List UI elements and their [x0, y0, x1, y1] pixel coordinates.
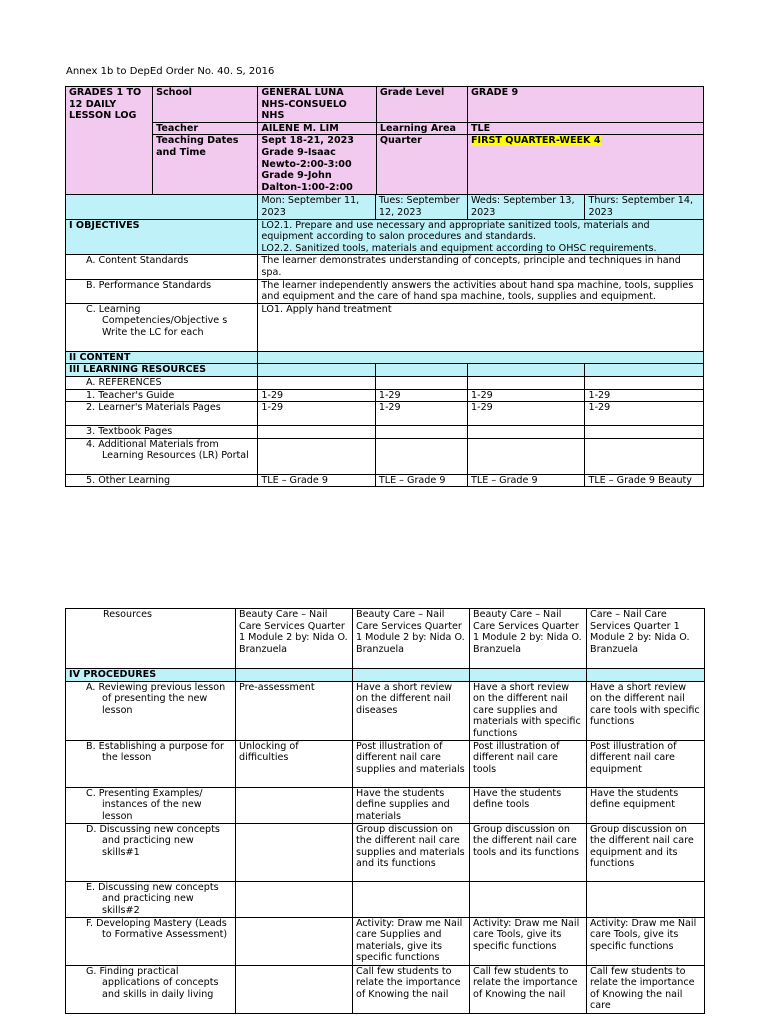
learning-area-value: TLE	[468, 122, 704, 135]
procedure-e-label: E. Discussing new concepts and practicing new skills#2	[66, 881, 236, 917]
other-learning-thu: TLE – Grade 9 Beauty	[585, 474, 704, 487]
resources-continued-tue: Beauty Care – Nail Care Services Quarter 1 Module 2 by: Nida O. Branzuela	[353, 609, 470, 669]
teaching-dates-value	[258, 135, 376, 195]
procedure-f-wed: Activity: Draw me Nail care Tools, give its specific functions	[470, 917, 587, 965]
procedure-f-tue: Activity: Draw me Nail care Supplies and materials, give its specific functions	[353, 917, 470, 965]
learners-materials-tue: 1-29	[375, 402, 467, 426]
additional-materials-label: 4. Additional Materials from Learning Resources (LR) Portal	[66, 438, 258, 474]
performance-standards-text: The learner independently answers the activities about hand spa machine, tools, supplies and equipment and the care of hand spa machine, tools, supplies and equipment.	[258, 279, 704, 303]
procedure-e-tue	[353, 881, 470, 917]
references-wed	[468, 376, 585, 389]
grade-level-label: Grade Level	[376, 87, 467, 123]
day-mon: Mon: September 11, 2023	[258, 195, 375, 219]
procedure-b-wed: Post illustration of different nail care tools	[470, 740, 587, 787]
learners-materials-mon: 1-29	[258, 402, 375, 426]
learners-materials-label: 2. Learner's Materials Pages	[66, 402, 258, 426]
annex-reference: Annex 1b to DepEd Order No. 40. S, 2016	[66, 66, 275, 77]
procedure-e-wed	[470, 881, 587, 917]
procedure-c-label: C. Presenting Examples/ instances of the new lesson	[66, 787, 236, 823]
procedure-a-tue: Have a short review on the different nail diseases	[353, 681, 470, 740]
quarter-value	[468, 135, 704, 195]
teacher-label: Teacher	[153, 122, 258, 135]
resources-continued-label: Resources	[66, 609, 236, 669]
procedure-a-label: A. Reviewing previous lesson of presenting the new lesson	[66, 681, 236, 740]
competencies-label-1: C. Learning Competencies/Objective s	[86, 303, 228, 327]
references-thu	[585, 376, 704, 389]
textbook-wed	[468, 426, 585, 439]
teacher-value: AILENE M. LIM	[258, 122, 376, 135]
procedure-d-mon	[236, 823, 353, 881]
dates-line-3: Grade 9-John Dalton-1:00-2:00	[261, 170, 353, 193]
procedure-c-mon	[236, 787, 353, 823]
additional-tue	[375, 438, 467, 474]
procedure-b-tue: Post illustration of different nail care supplies and materials	[353, 740, 470, 787]
objectives-text	[258, 219, 704, 255]
procedure-f-mon	[236, 917, 353, 965]
procedure-c-tue: Have the students define supplies and materials	[353, 787, 470, 823]
procedures-thu	[587, 669, 705, 682]
learners-materials-thu: 1-29	[585, 402, 704, 426]
procedure-g-mon	[236, 965, 353, 1013]
objectives-label: I OBJECTIVES	[66, 219, 258, 255]
procedure-d-label: D. Discussing new concepts and practicing new skills#1	[66, 823, 236, 881]
day-thu: Thurs: September 14, 2023	[585, 195, 704, 219]
teachers-guide-wed: 1-29	[468, 389, 585, 402]
procedure-a-mon: Pre-assessment	[236, 681, 353, 740]
dates-line-2: Grade 9-Isaac Newto-2:00-3:00	[261, 146, 352, 170]
objective-lo21: LO2.1. Prepare and use necessary and appropriate sanitized tools, materials and equipment according to salon procedures and standards.	[261, 219, 650, 243]
day-wed: Weds: September 13, 2023	[468, 195, 585, 219]
lesson-log-table-page2	[65, 608, 705, 1014]
procedure-c-wed: Have the students define tools	[470, 787, 587, 823]
resources-mon	[258, 364, 375, 377]
teachers-guide-mon: 1-29	[258, 389, 375, 402]
procedure-f-thu: Activity: Draw me Nail care Tools, give its specific functions	[587, 917, 705, 965]
procedure-b-thu: Post illustration of different nail care equipment	[587, 740, 705, 787]
textbook-thu	[585, 426, 704, 439]
competencies-label	[66, 303, 258, 351]
procedures-tue	[353, 669, 470, 682]
content-standards-label: A. Content Standards	[66, 255, 258, 279]
procedures-label: IV PROCEDURES	[66, 669, 236, 682]
school-value: GENERAL LUNA NHS-CONSUELO NHS	[258, 87, 376, 123]
competencies-label-2: Write the LC for each	[102, 326, 204, 338]
dates-line-1: Sept 18-21, 2023	[261, 135, 354, 147]
procedures-wed	[470, 669, 587, 682]
additional-wed	[468, 438, 585, 474]
quarter-highlight: FIRST QUARTER-WEEK 4	[471, 135, 601, 147]
procedure-b-mon: Unlocking of difficulties	[236, 740, 353, 787]
textbook-tue	[375, 426, 467, 439]
teaching-dates-label: Teaching Dates and Time	[153, 135, 258, 195]
competencies-text: LO1. Apply hand treatment	[258, 303, 704, 351]
procedure-b-label: B. Establishing a purpose for the lesson	[66, 740, 236, 787]
references-tue	[375, 376, 467, 389]
textbook-pages-label: 3. Textbook Pages	[66, 426, 258, 439]
procedure-g-wed: Call few students to relate the importance of Knowing the nail	[470, 965, 587, 1013]
log-title: GRADES 1 TO 12 DAILY LESSON LOG	[66, 87, 153, 195]
objective-lo22: LO2.2. Sanitized tools, materials and equipment according to OHSC requirements.	[261, 242, 657, 254]
other-learning-mon: TLE – Grade 9	[258, 474, 375, 487]
procedure-g-label: G. Finding practical applications of concepts and skills in daily living	[66, 965, 236, 1013]
learning-resources-label: III LEARNING RESOURCES	[66, 364, 258, 377]
learners-materials-wed: 1-29	[468, 402, 585, 426]
day-header-blank	[66, 195, 258, 219]
procedure-a-wed: Have a short review on the different nail care supplies and materials with specific functions	[470, 681, 587, 740]
resources-wed	[468, 364, 585, 377]
procedure-d-thu: Group discussion on the different nail care equipment and its functions	[587, 823, 705, 881]
school-label: School	[153, 87, 258, 123]
procedure-d-wed: Group discussion on the different nail care tools and its functions	[470, 823, 587, 881]
other-learning-label: 5. Other Learning	[66, 474, 258, 487]
learning-area-label: Learning Area	[376, 122, 467, 135]
additional-thu	[585, 438, 704, 474]
content-label: II CONTENT	[66, 351, 258, 364]
textbook-mon	[258, 426, 375, 439]
content-value	[258, 351, 704, 364]
lesson-log-table-page1	[65, 86, 704, 487]
day-tue: Tues: September 12, 2023	[375, 195, 467, 219]
other-learning-wed: TLE – Grade 9	[468, 474, 585, 487]
procedure-e-thu	[587, 881, 705, 917]
procedure-f-label: F. Developing Mastery (Leads to Formative Assessment)	[66, 917, 236, 965]
procedure-d-tue: Group discussion on the different nail care supplies and materials and its functions	[353, 823, 470, 881]
content-standards-text: The learner demonstrates understanding of concepts, principle and techniques in hand spa.	[258, 255, 704, 279]
references-label: A. REFERENCES	[66, 376, 258, 389]
grade-level-value: GRADE 9	[468, 87, 704, 123]
resources-tue	[375, 364, 467, 377]
teachers-guide-label: 1. Teacher's Guide	[66, 389, 258, 402]
resources-continued-mon: Beauty Care – Nail Care Services Quarter 1 Module 2 by: Nida O. Branzuela	[236, 609, 353, 669]
procedure-g-thu: Call few students to relate the importance of Knowing the nail care	[587, 965, 705, 1013]
resources-continued-wed: Beauty Care – Nail Care Services Quarter 1 Module 2 by: Nida O. Branzuela	[470, 609, 587, 669]
procedure-a-thu: Have a short review on the different nail care tools with specific functions	[587, 681, 705, 740]
procedure-g-tue: Call few students to relate the importance of Knowing the nail	[353, 965, 470, 1013]
resources-thu	[585, 364, 704, 377]
resources-continued-thu: Care – Nail Care Services Quarter 1 Module 2 by: Nida O. Branzuela	[587, 609, 705, 669]
other-learning-tue: TLE – Grade 9	[375, 474, 467, 487]
teachers-guide-thu: 1-29	[585, 389, 704, 402]
procedures-mon	[236, 669, 353, 682]
procedure-e-mon	[236, 881, 353, 917]
teachers-guide-tue: 1-29	[375, 389, 467, 402]
references-mon	[258, 376, 375, 389]
procedure-c-thu: Have the students define equipment	[587, 787, 705, 823]
quarter-label: Quarter	[376, 135, 467, 195]
performance-standards-label: B. Performance Standards	[66, 279, 258, 303]
additional-mon	[258, 438, 375, 474]
